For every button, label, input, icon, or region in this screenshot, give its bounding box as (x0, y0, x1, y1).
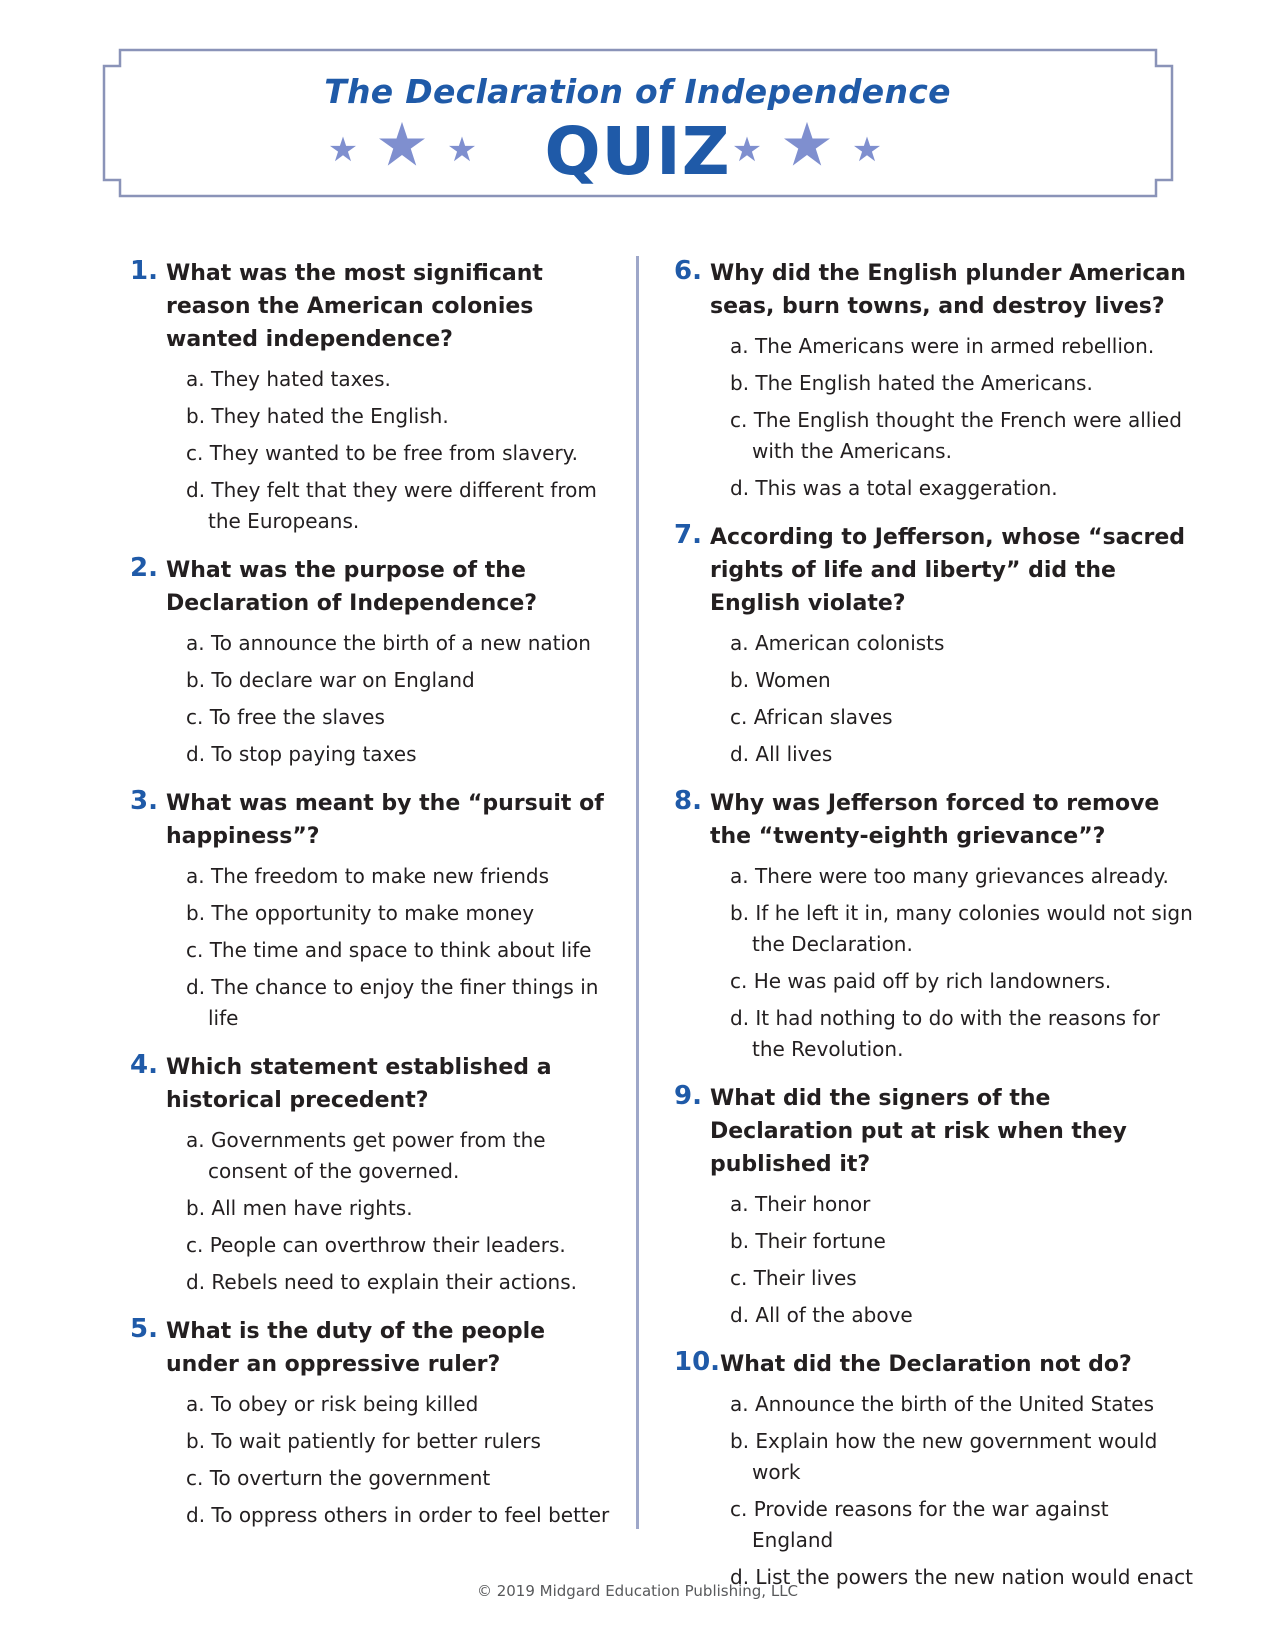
answer-option: c. People can overthrow their leaders. (186, 1233, 566, 1257)
question-text: What was the most significant reason the American colonies wanted independence? (166, 261, 543, 352)
answer-option: c. Their lives (730, 1266, 857, 1290)
question-5 (130, 1315, 620, 1531)
answer-option: a. American colonists (730, 631, 945, 655)
answer-option: a. Governments get power from the consent of the governed. (186, 1128, 546, 1183)
answer-option: d. To oppress others in order to feel better (186, 1503, 610, 1527)
question-3 (130, 787, 620, 1034)
question-text: According to Jefferson, whose “sacred rights of life and liberty” did the English violate? (710, 525, 1186, 616)
answer-option: b. The English hated the Americans. (730, 371, 1093, 395)
copyright-footer: © 2019 Midgard Education Publishing, LLC (476, 1582, 799, 1600)
star-icon (734, 136, 760, 162)
answer-option: d. All of the above (730, 1303, 913, 1327)
answer-option: a. Their honor (730, 1192, 871, 1216)
star-icon (379, 121, 425, 167)
answer-option: b. Women (730, 668, 831, 692)
answer-options (186, 861, 620, 1034)
answer-option: b. To wait patiently for better rulers (186, 1429, 541, 1453)
question-7 (674, 521, 1194, 770)
answer-option: b. All men have rights. (186, 1196, 413, 1220)
right-column (674, 257, 1194, 1610)
answer-option: b. If he left it in, many colonies would not sign the Declaration. (730, 901, 1193, 956)
question-text: What did the Declaration not do? (720, 1352, 1132, 1377)
question-2 (130, 554, 620, 770)
question-8 (674, 787, 1194, 1065)
question-text: Why was Jefferson forced to remove the “twenty-eighth grievance”? (710, 791, 1160, 849)
star-icon (854, 136, 880, 162)
answer-options (730, 1389, 1194, 1593)
answer-option: b. They hated the English. (186, 404, 449, 428)
question-text: Why did the English plunder American seas, burn towns, and destroy lives? (710, 261, 1186, 319)
answer-options (730, 861, 1194, 1065)
column-divider (636, 256, 639, 1529)
answer-option: a. The freedom to make new friends (186, 864, 550, 888)
answer-options (186, 364, 620, 537)
answer-options (186, 1125, 620, 1298)
question-number: 7. (674, 520, 702, 550)
question-number: 3. (130, 786, 158, 816)
answer-option: a. The Americans were in armed rebellion. (730, 334, 1155, 358)
answer-option: b. The opportunity to make money (186, 901, 535, 925)
question-10 (674, 1348, 1194, 1593)
question-number: 2. (130, 553, 158, 583)
answer-option: d. It had nothing to do with the reasons for the Revolution. (730, 1006, 1160, 1061)
answer-options (730, 628, 1194, 770)
answer-option: a. To announce the birth of a new nation (186, 631, 591, 655)
star-icon (784, 121, 830, 167)
question-number: 5. (130, 1314, 158, 1344)
answer-option: c. Provide reasons for the war against England (730, 1497, 1109, 1552)
page-title: QUIZ (544, 113, 731, 190)
question-text: What did the signers of the Declaration put at risk when they published it? (710, 1086, 1127, 1177)
question-text: What was the purpose of the Declaration of Independence? (166, 558, 538, 616)
answer-option: a. To obey or risk being killed (186, 1392, 479, 1416)
answer-option: d. Rebels need to explain their actions. (186, 1270, 578, 1294)
question-text: What is the duty of the people under an oppressive ruler? (166, 1319, 546, 1377)
answer-option: a. There were too many grievances already. (730, 864, 1169, 888)
answer-option: b. Explain how the new government would work (730, 1429, 1158, 1484)
question-number: 10. (674, 1347, 721, 1377)
answer-option: d. This was a total exaggeration. (730, 476, 1058, 500)
question-1 (130, 257, 620, 537)
answer-option: d. All lives (730, 742, 833, 766)
answer-option: d. The chance to enjoy the finer things in life (186, 975, 599, 1030)
answer-option: c. The time and space to think about life (186, 938, 592, 962)
answer-options (730, 1189, 1194, 1331)
question-number: 6. (674, 256, 702, 286)
answer-option: b. To declare war on England (186, 668, 475, 692)
answer-option: c. To free the slaves (186, 705, 385, 729)
question-number: 9. (674, 1081, 702, 1111)
question-text: What was meant by the “pursuit of happiness”? (166, 791, 604, 849)
question-9 (674, 1082, 1194, 1331)
answer-options (186, 1389, 620, 1531)
answer-option: d. List the powers the new nation would enact (730, 1565, 1193, 1589)
answer-option: c. The English thought the French were allied with the Americans. (730, 408, 1182, 463)
question-4 (130, 1051, 620, 1298)
question-number: 4. (130, 1050, 158, 1080)
answer-options (186, 628, 620, 770)
question-text: Which statement established a historical precedent? (166, 1055, 552, 1113)
answer-option: c. He was paid off by rich landowners. (730, 969, 1112, 993)
answer-option: c. African slaves (730, 705, 893, 729)
question-number: 8. (674, 786, 702, 816)
left-column (130, 257, 620, 1548)
page-subtitle: The Declaration of Independence (324, 72, 951, 111)
question-6 (674, 257, 1194, 504)
answer-options (730, 331, 1194, 504)
star-icon (449, 136, 475, 162)
answer-option: d. To stop paying taxes (186, 742, 417, 766)
star-icon (330, 136, 356, 162)
answer-option: a. They hated taxes. (186, 367, 391, 391)
answer-option: a. Announce the birth of the United States (730, 1392, 1155, 1416)
answer-option: c. They wanted to be free from slavery. (186, 441, 579, 465)
answer-option: c. To overturn the government (186, 1466, 491, 1490)
answer-option: b. Their fortune (730, 1229, 886, 1253)
answer-option: d. They felt that they were different from the Europeans. (186, 478, 597, 533)
question-number: 1. (130, 256, 158, 286)
